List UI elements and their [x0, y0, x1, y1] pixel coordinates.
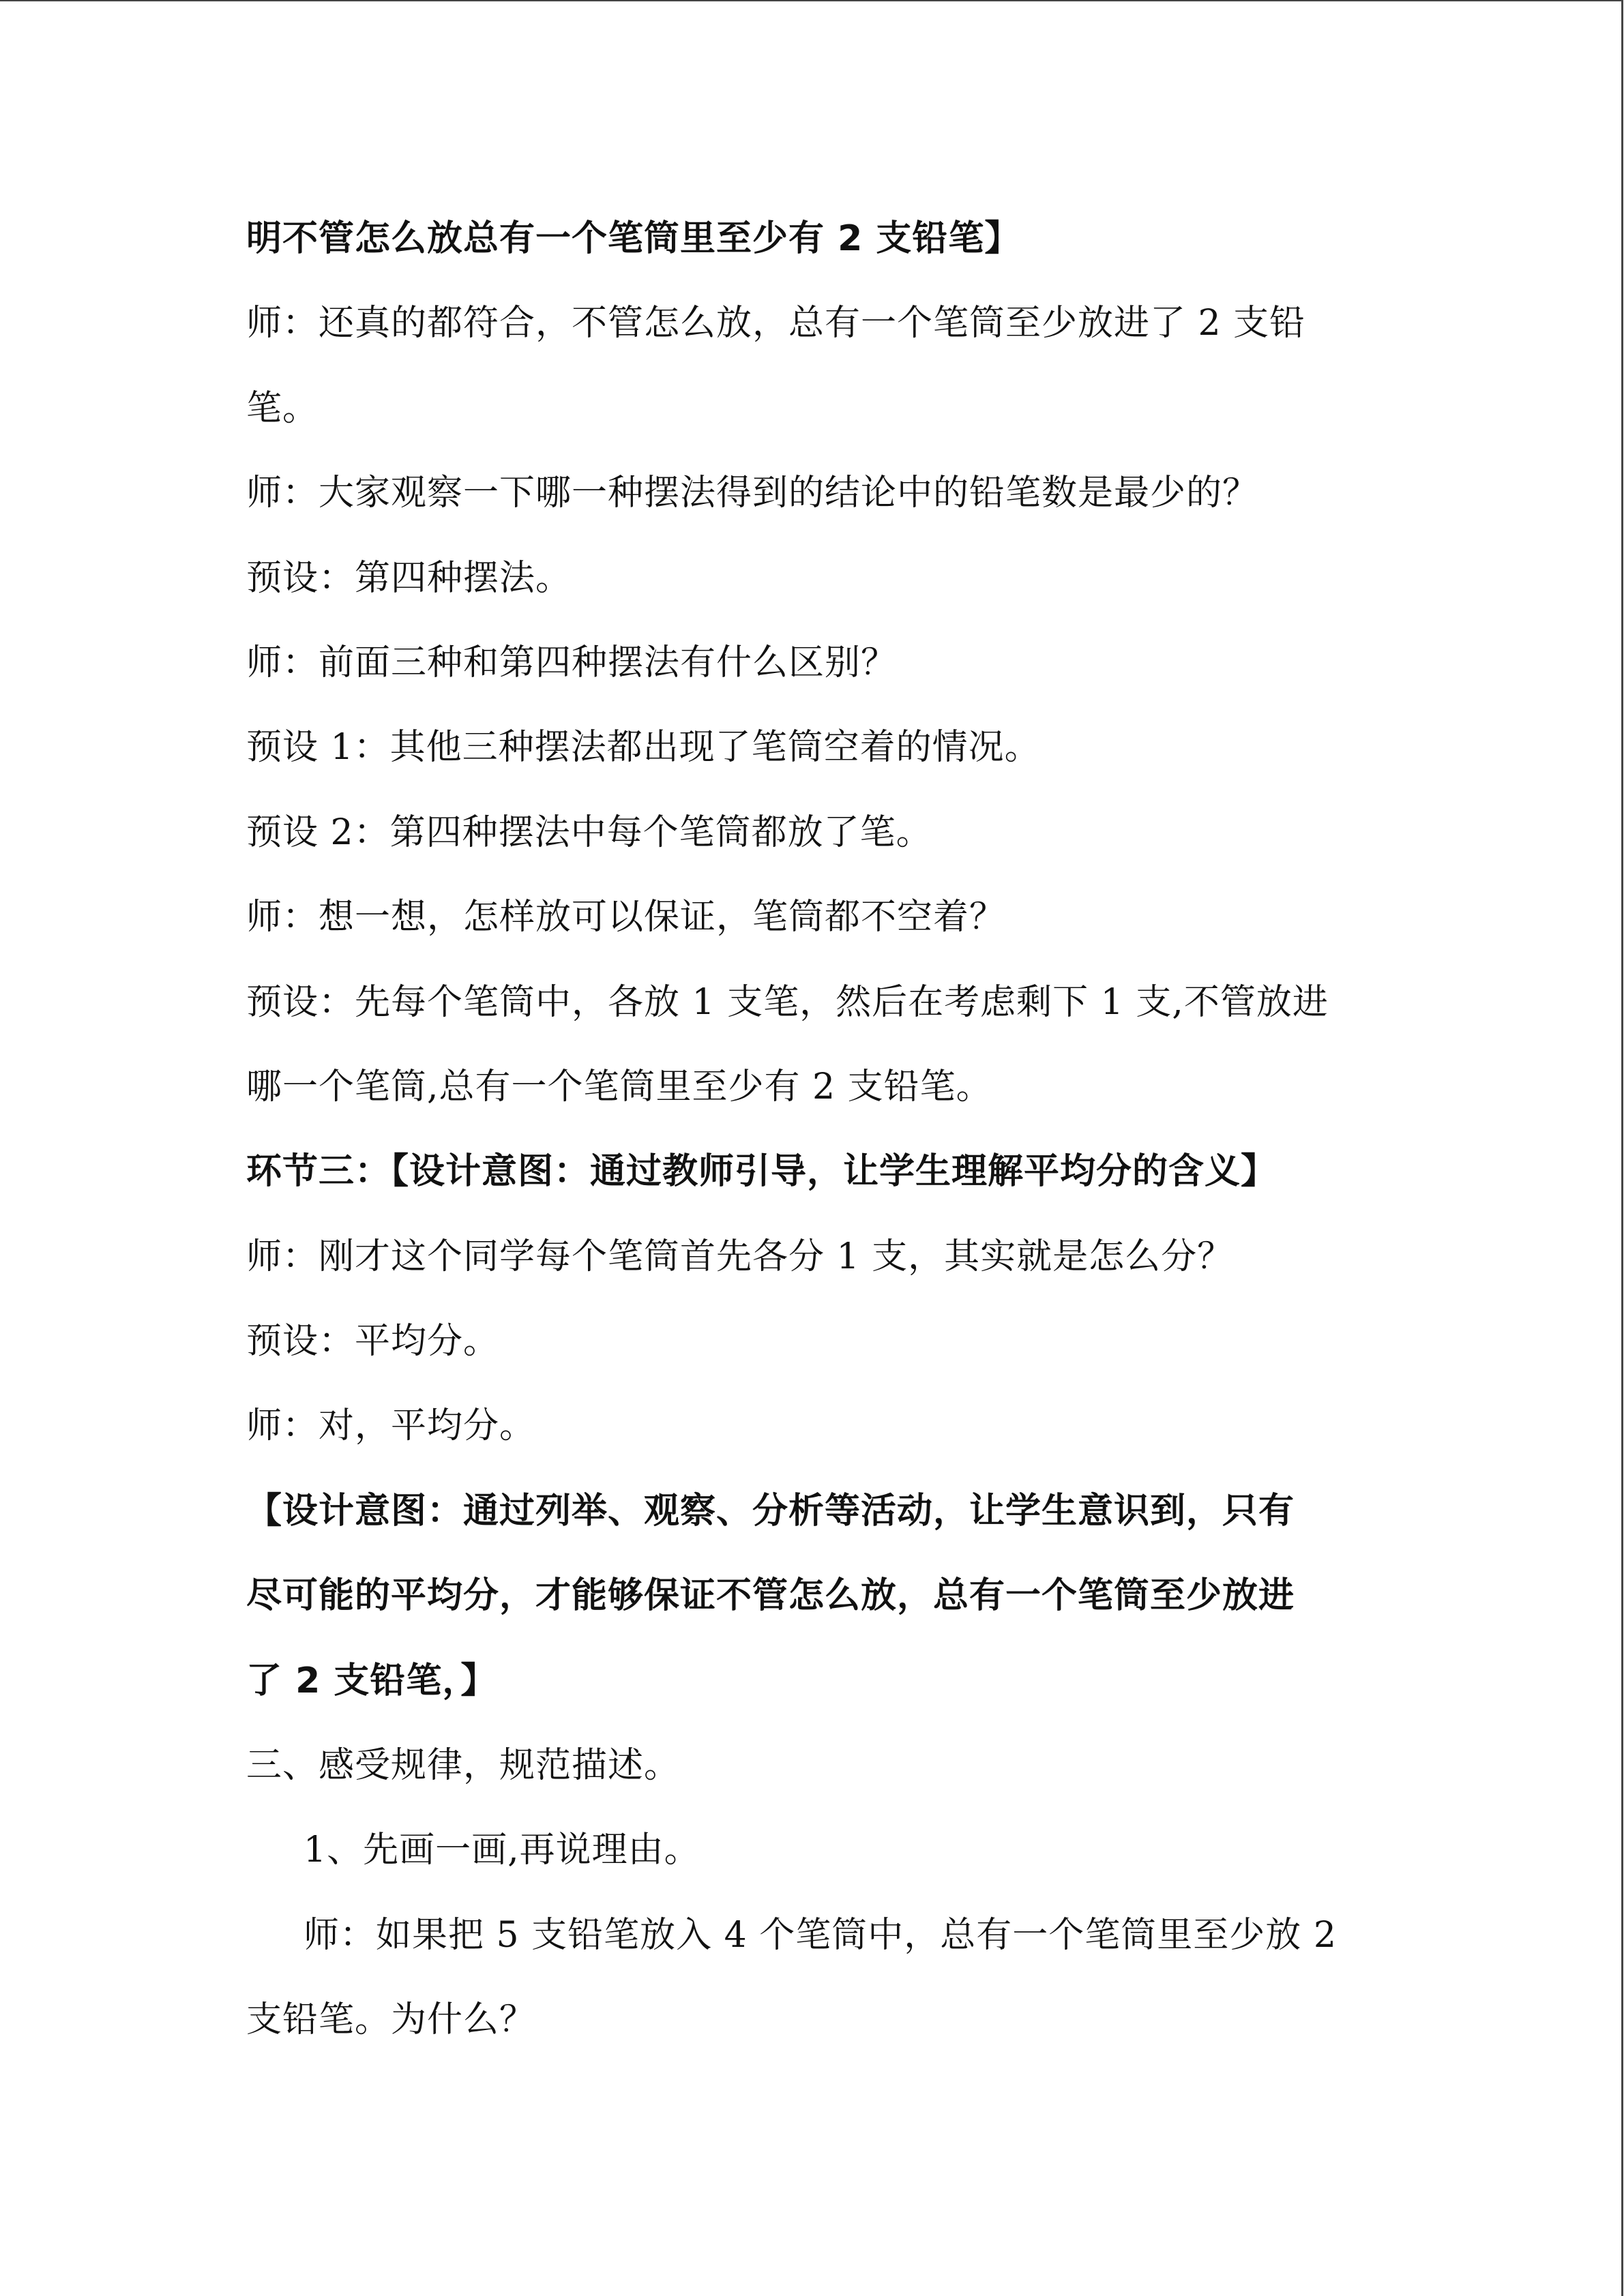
section-heading: 环节三：【设计意图：通过教师引导，让学生理解平均分的含义】 — [246, 1151, 1278, 1193]
paragraph-line: 预设 2：第四种摆法中每个笔筒都放了笔。 — [246, 811, 932, 853]
design-intent-line: 尽可能的平均分，才能够保证不管怎么放，总有一个笔筒至少放进 — [246, 1575, 1295, 1617]
paragraph-line: 笔。 — [246, 387, 319, 429]
document-body — [246, 196, 1372, 2063]
paragraph-line: 预设：第四种摆法。 — [246, 557, 572, 599]
subsection-heading: 1、先画一画,再说理由。 — [304, 1830, 700, 1871]
paragraph-line: 师：想一想，怎样放可以保证，笔筒都不空着？ — [246, 897, 1006, 938]
section-heading: 三、感受规律，规范描述。 — [246, 1745, 681, 1787]
paragraph-line: 师：还真的都符合，不管怎么放，总有一个笔筒至少放进了 2 支铅 — [246, 303, 1306, 344]
paragraph-line: 预设：先每个笔筒中，各放 1 支笔，然后在考虑剩下 1 支,不管放进 — [246, 981, 1329, 1023]
paragraph-line: 师：前面三种和第四种摆法有什么区别？ — [246, 642, 898, 683]
paragraph-line: 明不管怎么放总有一个笔筒里至少有 2 支铅笔】 — [246, 218, 1021, 259]
paragraph-line: 哪一个笔筒,总有一个笔筒里至少有 2 支铅笔。 — [246, 1066, 992, 1107]
paragraph-line: 师：刚才这个同学每个笔筒首先各分 1 支，其实就是怎么分？ — [246, 1236, 1234, 1277]
paragraph-line: 支铅笔。为什么？ — [246, 1999, 536, 2041]
paragraph-line: 师：大家观察一下哪一种摆法得到的结论中的铅笔数是最少的？ — [246, 473, 1259, 514]
paragraph-line: 师：如果把 5 支铅笔放入 4 个笔筒中，总有一个笔筒里至少放 2 — [304, 1914, 1337, 1956]
design-intent-line: 了 2 支铅笔，】 — [246, 1660, 497, 1701]
paragraph-line: 预设：平均分。 — [246, 1321, 500, 1362]
paragraph-line: 师：对，平均分。 — [246, 1405, 536, 1447]
design-intent-line: 【设计意图：通过列举、观察、分析等活动，让学生意识到，只有 — [246, 1490, 1295, 1532]
paragraph-line: 预设 1：其他三种摆法都出现了笔筒空着的情况。 — [246, 727, 1041, 769]
